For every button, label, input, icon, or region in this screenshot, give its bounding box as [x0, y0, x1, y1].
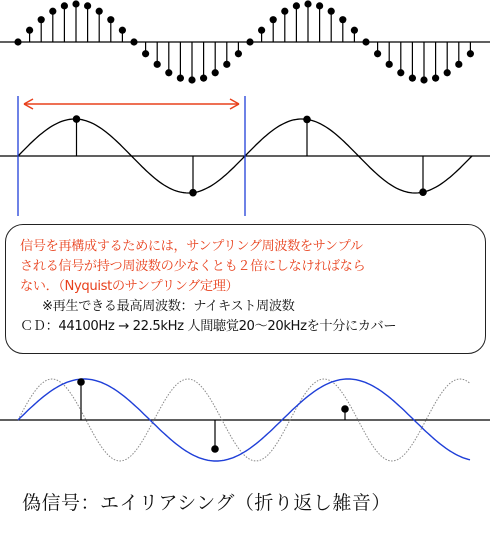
aliasing-sample-point	[211, 445, 219, 453]
dense-sample-point	[96, 8, 103, 15]
dense-sample-point	[374, 50, 381, 57]
dense-sample-point	[130, 38, 137, 45]
dense-sample-point	[293, 2, 300, 9]
dense-sample-point	[420, 76, 427, 83]
dense-sampling-panel	[0, 0, 490, 83]
dense-sample-point	[409, 75, 416, 82]
aliasing-sample-point	[77, 378, 85, 386]
nyquist-frequency-note: ※再生できる最高周波数：ナイキスト周波数	[42, 299, 295, 314]
dense-sample-point	[223, 61, 230, 68]
critical-sample-point	[303, 116, 311, 124]
dense-sample-point	[397, 69, 404, 76]
dense-sample-point	[142, 50, 149, 57]
dense-sample-point	[455, 61, 462, 68]
theorem-line-1: 信号を再構成するためには，サンプリング周波数をサンプル	[20, 239, 363, 254]
theorem-line-2: される信号が持つ周波数の少なくとも２倍にしなければなら	[20, 259, 366, 274]
dense-sample-point	[49, 8, 56, 15]
dense-sample-point	[107, 16, 114, 23]
dense-sample-point	[351, 27, 358, 34]
dense-sample-point	[235, 50, 242, 57]
dense-sample-point	[328, 8, 335, 15]
dense-sample-point	[200, 75, 207, 82]
cd-example: ＣＤ：44100Hz → 22.5kHz 人間聴覚20～20kHzを十分にカバー	[20, 319, 397, 334]
nyquist-explanation-box	[5, 224, 486, 354]
dense-sample-point	[339, 16, 346, 23]
dense-sample-point	[258, 27, 265, 34]
dense-sample-point	[61, 2, 68, 9]
dense-sample-point	[14, 38, 21, 45]
dense-sample-point	[119, 27, 126, 34]
dense-sample-point	[72, 0, 79, 7]
dense-sample-point	[362, 38, 369, 45]
dense-sample-point	[26, 27, 33, 34]
dense-sample-point	[177, 75, 184, 82]
dense-sample-point	[316, 2, 323, 9]
aliasing-sample-point	[341, 405, 349, 413]
dense-sample-point	[212, 69, 219, 76]
dense-sample-point	[84, 2, 91, 9]
dense-sample-point	[165, 69, 172, 76]
dense-sample-point	[38, 16, 45, 23]
critical-sample-point	[189, 189, 197, 197]
dense-sample-point	[188, 76, 195, 83]
critical-sample-point	[73, 115, 81, 123]
dense-sample-point	[432, 75, 439, 82]
theorem-line-3: ない．（Nyquistのサンプリング定理）	[20, 279, 239, 294]
dense-sample-point	[281, 8, 288, 15]
dense-sample-point	[444, 69, 451, 76]
dense-sample-point	[386, 61, 393, 68]
dense-sample-point	[270, 16, 277, 23]
critical-sample-point	[419, 188, 427, 196]
dense-sample-point	[467, 50, 474, 57]
aliasing-panel	[0, 378, 490, 461]
critical-sampling-panel	[0, 96, 490, 216]
dense-sample-point	[246, 38, 253, 45]
dense-sample-point	[154, 61, 161, 68]
aliasing-caption: 偽信号：エイリアシング（折り返し雑音）	[22, 492, 391, 514]
dense-sample-point	[304, 0, 311, 7]
